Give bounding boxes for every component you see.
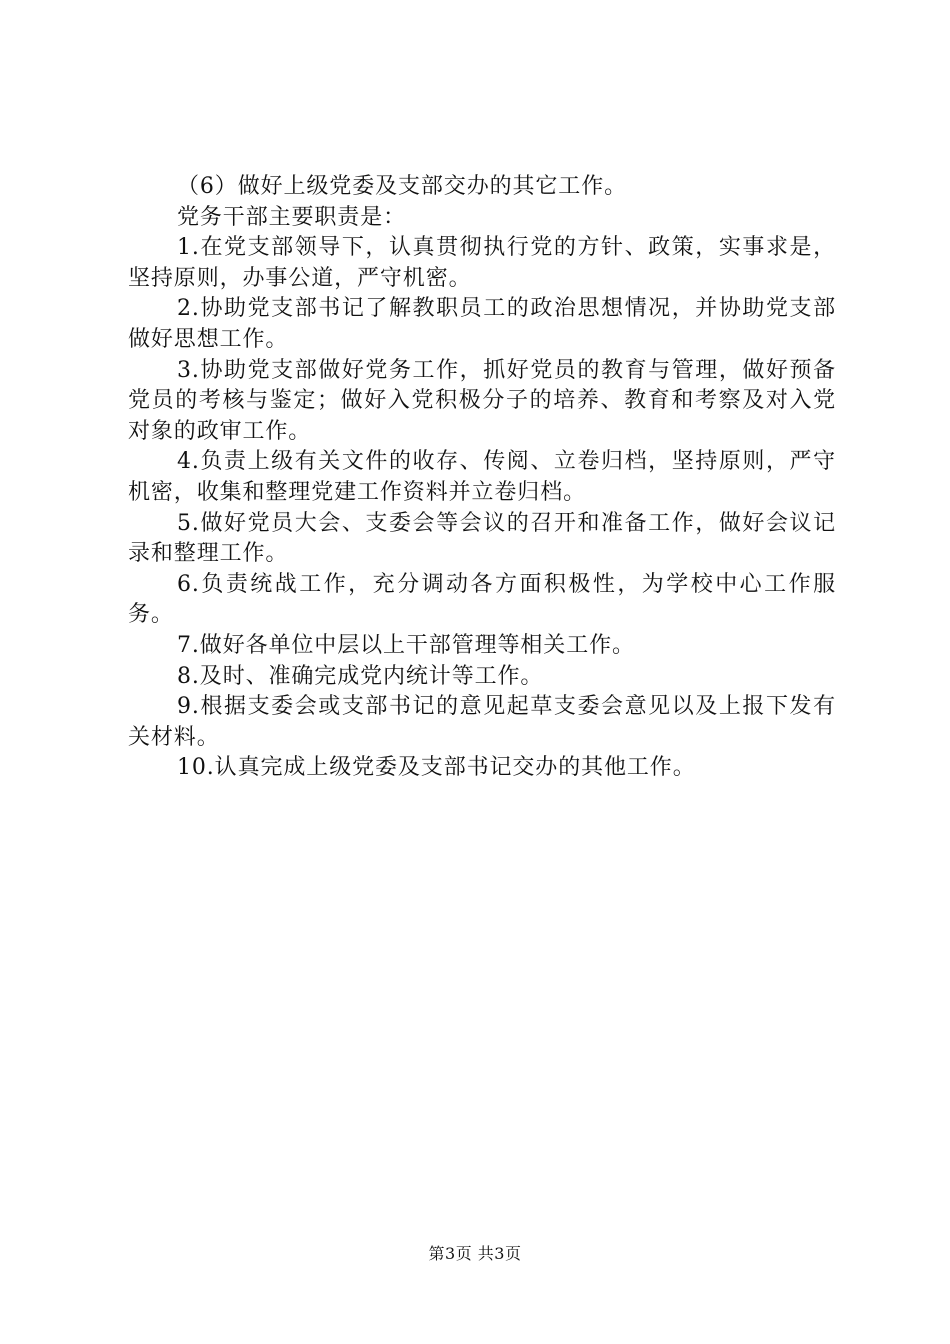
paragraph-duty-4: 4.负责上级有关文件的收存、传阅、立卷归档，坚持原则，严守机密，收集和整理党建工作资料并立卷归档。 [128, 449, 836, 505]
paragraph-duty-3: 3.协助党支部做好党务工作，抓好党员的教育与管理，做好预备党员的考核与鉴定；做好入党积极分子的培养、教育和考察及对入党对象的政审工作。 [128, 357, 836, 444]
page-number-footer: 第3页 共3页 [428, 1244, 522, 1263]
paragraph-duty-7: 7.做好各单位中层以上干部管理等相关工作。 [177, 632, 635, 658]
paragraph-duties-heading: 党务干部主要职责是： [177, 204, 407, 230]
paragraph-duty-6: 6.负责统战工作，充分调动各方面积极性，为学校中心工作服务。 [128, 571, 836, 628]
paragraph-duty-10: 10.认真完成上级党委及支部书记交办的其他工作。 [177, 755, 696, 781]
paragraph-duty-5: 5.做好党员大会、支委会等会议的召开和准备工作，做好会议记录和整理工作。 [128, 510, 836, 567]
document-body [128, 172, 836, 784]
paragraph-duty-2: 2.协助党支部书记了解教职员工的政治思想情况，并协助党支部做好思想工作。 [128, 296, 836, 352]
paragraph-previous-item-6: （6）做好上级党委及支部交办的其它工作。 [177, 174, 627, 199]
paragraph-duty-9: 9.根据支委会或支部书记的意见起草支委会意见以及上报下发有关材料。 [128, 694, 836, 750]
paragraph-duty-1: 1.在党支部领导下，认真贯彻执行党的方针、政策，实事求是，坚持原则，办事公道，严守机密。 [128, 235, 836, 291]
paragraph-duty-8: 8.及时、准确完成党内统计等工作。 [177, 663, 544, 689]
